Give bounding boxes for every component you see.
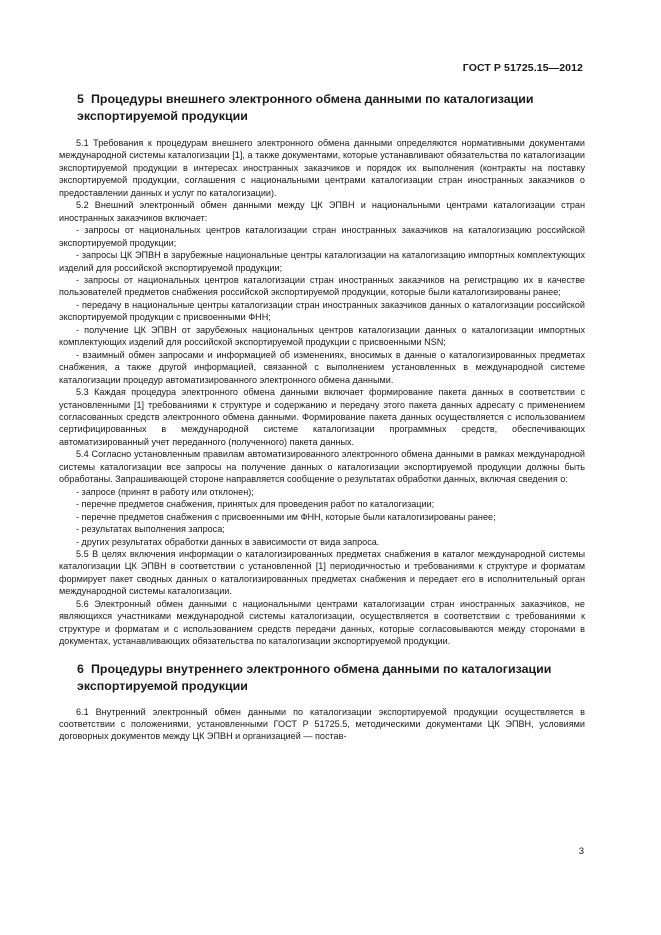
paragraph: - запросе (принят в работу или отклонен);: [76, 486, 254, 497]
section-5-heading: [59, 91, 585, 125]
paragraph: - запросы ЦК ЭПВН в зарубежные национальные центры каталогизации на каталогизацию импортных комплектующих изделий для российской экспортируемой продукции;: [59, 250, 585, 273]
paragraph: - результатах выполнения запроса;: [76, 524, 225, 535]
section-5: [59, 91, 585, 648]
section-5-body: [59, 137, 585, 648]
paragraph: 6.1 Внутренний электронный обмен данными по каталогизации экспортируемой продукции осуществляется в соответствии с положениями, установленными ГОСТ Р 51725.5, методическими документами ЦК ЭПВН, условиями договорных документов между ЦК ЭПВН и организацией — постав-: [59, 706, 585, 742]
paragraph: - перечне предметов снабжения с присвоенными им ФНН, которые были каталогизированы ранее;: [76, 511, 496, 522]
paragraph: - получение ЦК ЭПВН от зарубежных национальных центров каталогизации данных о каталогизации импортных комплектующих изделий для российской экспортируемой продукции с присвоенными NSN;: [59, 324, 585, 348]
section-6-heading: [59, 661, 585, 695]
paragraph: 5.6 Электронный обмен данными с национальными центрами каталогизации стран иностранных заказчиков, не являющихся участниками международной системы каталогизации, осуществляется в соответствии с требованиями к структуре и форматам и с использованием средств передачи данных, которые согласовываются между сторонами в документах, устанавливающих обязательства по каталогизации экспортируемой продукции.: [59, 598, 585, 647]
paragraph: 5.4 Согласно установленным правилам автоматизированного электронного обмена данными в рамках международной системы каталогизации все запросы на получение данных о каталогизации экспортируемой продукции должны быть обработаны. Запрашивающей стороне направляется сообщение о результатах обработки данных, включая сведения о:: [59, 449, 585, 485]
paragraph: 5.2 Внешний электронный обмен данными между ЦК ЭПВН и национальными центрами каталогизации стран иностранных заказчиков включает:: [59, 200, 585, 223]
page-content: [59, 91, 585, 743]
section-6-body: [59, 706, 585, 743]
section-5-title: Процедуры внешнего электронного обмена данными по каталогизации экспортируемой продукции: [77, 92, 534, 123]
document-code-header: ГОСТ Р 51725.15—2012: [462, 62, 583, 74]
paragraph: - запросы от национальных центров каталогизации стран иностранных заказчиков на каталогизацию российской экспортируемой продукции;: [59, 225, 585, 248]
paragraph: - взаимный обмен запросами и информацией об изменениях, вносимых в данные о каталогизированных предметах снабжения, а также другой информацией, связанной с выполнением установленных в международной системе каталогизации процедур автоматизированного электронного обмена данными.: [59, 349, 585, 385]
section-6-number: 6: [77, 661, 84, 676]
page-number: 3: [578, 846, 584, 857]
section-5-number: 5: [77, 92, 84, 106]
paragraph: - запросы от национальных центров каталогизации стран иностранных заказчиков на регистрацию их в качестве пользователей предметов снабжения российской экспортируемой продукции, которые были каталогизированы ранее;: [59, 274, 585, 298]
section-6: [59, 661, 585, 743]
paragraph: - передачу в национальные центры каталогизации стран иностранных заказчиков данных о каталогизации российской экспортируемой продукции с присвоенными ФНН;: [59, 299, 585, 323]
paragraph: 5.3 Каждая процедура электронного обмена данными включает формирование пакета данных в соответствии с установленными [1] требованиями к структуре и содержанию и передачу этого пакета данных адресату с применением согласованных средств электронного обмена данными. Формирование пакета данных осуществляется с использованием сертифицированных в международной системе каталогизации программных средств, обеспечивающих автоматизированный учет переданного (полученного) пакета данных.: [59, 387, 585, 447]
paragraph: - других результатах обработки данных в зависимости от вида запроса.: [76, 536, 380, 547]
section-6-title: Процедуры внутреннего электронного обмена данными по каталогизации экспортируемой продукции: [77, 661, 552, 693]
paragraph: - перечне предметов снабжения, принятых для проведения работ по каталогизации;: [76, 499, 435, 510]
paragraph: 5.5 В целях включения информации о каталогизированных предметах снабжения в каталог международной системы каталогизации ЦК ЭПВН в соответствии с установленной [1] периодичностью и требованиями к структуре и форматам формирует пакет сводных данных о каталогизированных предметах снабжения и передает его в исполнительный орган международной системы каталогизации.: [59, 548, 585, 597]
paragraph: 5.1 Требования к процедурам внешнего электронного обмена данными определяются нормативными документами международной системы каталогизации [1], а также документами, которые устанавливают обязательства по каталогизации экспортируемой продукции в интересах иностранных заказчиков и порядок их выполнения (контракты на поставку экспортируемой продукции, соглашения с национальными центрами каталогизации стран иностранных заказчиков о предоставлении данных и услуг по каталогизации).: [59, 138, 585, 198]
